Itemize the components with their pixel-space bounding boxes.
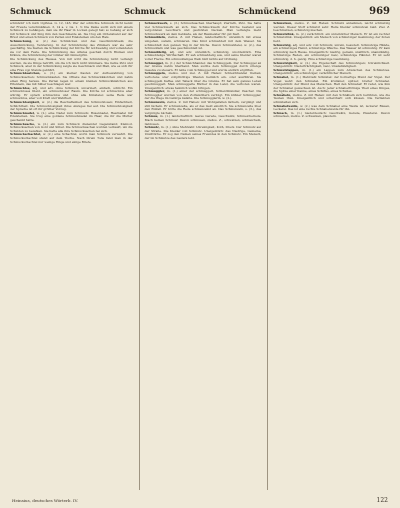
entry-headword: Schmuddeln, bbox=[144, 35, 166, 40]
page-footer bbox=[12, 497, 388, 504]
entry-text: w. (2.) was dem Schnabel eine Weide ist, leckerer Bissen, Leckerei. Das ist eine rechte Schnabelweide für ihn. bbox=[273, 103, 390, 112]
column-left bbox=[10, 22, 133, 490]
entry-text: m. (1.) Mehrzahl Schnäbel: der hornartige Mund der Vögel. Der Vogel wetzt den Schnabel. Ein krummer, spitzer, breiter Schnabel. Uneigentlich: der Mund des Menschen. Halt den Schnabel! Er redet, wie ihm der Schnabel gewachsen ist. Auch: jeder schnabelförmige Theil eines Dinges, die Spitze einer Kanne, eines Schiffes, eines Schuhes. bbox=[273, 74, 390, 94]
dictionary-entry bbox=[10, 87, 133, 101]
entry-text: m. (1.) einer der schmuggelt, Schleichhändler, Pascher. Die Schmuggler wurden von den Zollwächtern verfolgt. Ein kühner Schmuggler, der die Wege im Gebirge kannte. Die Schmugglerin, w. (2.). bbox=[144, 89, 262, 101]
header-center-catchword: Schmuck bbox=[124, 6, 166, 16]
entry-headword: Schmuckschachtel, bbox=[10, 132, 42, 137]
entry-text: adj. und adv. voll Schmutz, unrein, besudelt. Schmutzige Hände, ein schmutziges Hemd, schmutzige Wäsche. Das Wasser ist schmutzig. Er kam schmutzig nach Hause. Uneigentlich: niedrig, gemein, unsittlich, unanständig. Schmutzige Reden, ein schmutziger Geiz, schmutzige Händel. Er ist sehr schmutzig, d. h. geizig. Eine schmutzige Gesinnung. bbox=[273, 42, 390, 61]
column-middle bbox=[139, 22, 262, 490]
entry-text: m. (1.) niederdeutsch: Geschwätz, Gerede, Plauderei. Davon schnacken, ziellos. Z. schwatzen, plaudern. bbox=[273, 110, 390, 119]
dictionary-entry bbox=[10, 58, 133, 72]
entry-text: ziellos. Z. mit Haben: mit Wohlgefallen lächeln, vergnügt und still lächeln. Er schmunzelte, als er das Geld einstrich. Sie schmunzelte über den Einfall. Er hörte die Rede schmunzelnd an. Das Schmunzeln, s. (3.), das vergnügte Lächeln. bbox=[144, 100, 262, 115]
dictionary-entry bbox=[10, 40, 133, 58]
entry-text: adj. und adv. unreinlich, schmutzig, unordentlich. Eine schmuddelige Wirthschaft. Er sah schmuddelig aus, und seine Kleider waren voller Flecke. Ein schmuddeliges Weib hält nichts auf Ordnung. bbox=[144, 49, 262, 61]
dictionary-entry bbox=[273, 76, 390, 94]
entry-text: w. (2.) eine Nadel zum Schmuck; Busennadel, Haarnadel mit Edelsteinen. Sie trug eine goldene Schmucknadel im Haar, die ihr die Mutter geschenkt hatte. bbox=[10, 110, 133, 123]
entry-headword: Schmus, bbox=[144, 114, 159, 119]
column-right bbox=[267, 22, 390, 490]
entry-headword: Schmucksache, bbox=[10, 121, 36, 126]
entry-headword: Schnabel, bbox=[273, 74, 290, 79]
entry-headword: Schmucknadel, bbox=[10, 110, 35, 115]
entry-headword: Schmucklos, bbox=[10, 85, 31, 90]
entry-text: w. (2.) eine Schachtel, worin man Schmuck verwahrt. Die Schmuckschachtel stand auf dem Tische. Nach ihrem Tode fand man in der Schmuckschachtel nur wenige Ringe und einige Briefe. bbox=[10, 132, 133, 144]
entry-text: ziellos. und ziel. Z. mit Haben: Schleichhandel treiben; verbotene oder zollpflichtige Waaren heimlich ein- oder ausführen. Sie schmuggeln Kaffee und Taback über die Grenze. Er hat sein ganzes Leben geschmuggelt. Man schmuggelte Bücher in das Land, die verboten waren. Uneigentlich: etwas heimlich wohin bringen. bbox=[144, 71, 262, 90]
dictionary-entry bbox=[145, 126, 262, 140]
entry-text: m. (2.) verächtlich: ein unreinlicher Mensch. Er ist ein rechter Schmutzfink. Uneigentlich: ein Mensch von schmutziger Gesinnung, der Zoten liebt. bbox=[273, 31, 390, 43]
entry-text: m. (1.) landschaftlich: leeres Gerede, Geschwätz, Schmeichelrede. Mach keinen Schmus! Davon schmusen, ziellos. Z., schwatzen, schmeicheln, liebkosen. bbox=[144, 114, 262, 126]
entry-text: Die Schmückung des Hauses. Von mir wird die Schmückung nicht verlangt werden, da sie Dinge betrifft, um die ich mich nicht kümmere. Sie liebte Putz und Schmuck, aber in der Schmückung zeigte sie Geschmack und Maß, wie es sich für eine Frau von Stande gebührt. bbox=[10, 56, 133, 72]
entry-text: ziellos. Z. mit Haben: mit den Schnäbeln sich berühren, wie die Tauben thun. Uneigentlich und scherzhaft: sich küssen. Die Verliebten schnäbelten sich. bbox=[273, 92, 390, 105]
entry-headword: Schmuggel, bbox=[144, 60, 164, 65]
dictionary-entry bbox=[145, 22, 262, 36]
entry-text: m. (1.) ohne Mehrzahl: Unreinigkeit, Koth, Dreck. Der Schmutz auf der Straße. Die Kleider voll Schmutz. Uneigentlich: das Niedrige, Gemeine, Unsittliche. Er zog den Namen seines Freundes in den Schmutz. Ein Mensch, der im Schmutze des Lasters lebt. bbox=[144, 125, 262, 140]
text-columns bbox=[10, 22, 390, 490]
footer-source: Heinsius, deutsches Wörterb. IV. bbox=[12, 498, 79, 503]
entry-headword: Schmuckwerk, bbox=[144, 22, 169, 25]
entry-headword: Schmuddelig, bbox=[144, 49, 167, 54]
entry-headword: Schmuckkästchen, bbox=[10, 71, 41, 76]
entry-headword: Schmuckung, bbox=[10, 38, 33, 43]
entry-text: s. (3.) ein kleiner Kasten zur Aufbewahrung von Schmucksachen; Schmuckkasten. Sie öffnete das Schmuckkästchen und nahm einen Ring heraus. Die Perlen lagen in einem kleinen Schmuckkästchen aus Elfenbein, das mit Silber beschlagen war. bbox=[10, 71, 133, 87]
entry-text: s. (3.) Schmucksachen überhaupt; Zierrath, Putz. Sie hatte viel Schmuckwerk an sich. Das Schmuckwerk der Kirche bestand aus vergoldeten Leuchtern und gestickten Decken. Man verlangte mehr Schmuckwerk an dem Gebäude, als der Baumeister für gut hielt. bbox=[144, 22, 262, 36]
entry-text: ziellos. Z. mit Haben: Schmutz annehmen, leicht schmutzig werden. Dieser Stoff schmutzt sehr. Helle Kleider schmutzen bald. Ziel. Z. beschmutzen, schmutzig machen. bbox=[273, 22, 390, 33]
entry-headword: Schmutzfink, bbox=[273, 31, 295, 36]
dictionary-entry bbox=[145, 72, 262, 90]
dictionary-entry bbox=[273, 44, 390, 62]
entry-headword: Schmutzlappen, bbox=[273, 67, 300, 72]
entry-text: m. (1.) ein Lappen zum Abwischen des Schmutzes. Uneigentlich: ein schmutziger, verächtlicher Mensch. bbox=[273, 67, 390, 76]
header-right-catchword: Schmückend bbox=[238, 6, 297, 16]
entry-text: w. (2.) ein zum Schmuck dienender Gegenstand; Kleinod. Schmucksachen von Gold und Silber. Die Schmucksachen wurden verkauft, um die Schulden zu bezahlen. Sie hatte alle ihre Schmucksachen bei sich. bbox=[10, 121, 133, 133]
entry-headword: Schmutzig, bbox=[273, 42, 292, 47]
entry-text: w. (2.) die Beschaffenheit des Schmucklosen; Einfachheit, Schlichtheit. Die Schmucklosigkeit ihres Anzuges fiel auf. Die Schmucklosigkeit der Sprache ist oft ihr größter Vorzug. bbox=[10, 100, 133, 112]
dictionary-entry bbox=[10, 72, 133, 86]
dictionary-entry bbox=[145, 101, 262, 115]
entry-headword: Schnabelweide, bbox=[273, 103, 299, 108]
entry-text: w. (2.) die Eigenschaft des Schmutzigen; Unreinlichkeit. Uneigentlich: Niederträchtigkeit, Geiz, Unanständigkeit. bbox=[273, 60, 390, 69]
dictionary-entry bbox=[10, 133, 133, 144]
entry-headword: Schmutzen, bbox=[273, 22, 293, 25]
entry-headword: Schmuggler, bbox=[144, 89, 166, 94]
entry-headword: Schnäbeln, bbox=[273, 92, 292, 97]
entry-text: ziellos. Z. mit Haben, landschaftlich: unreinlich mit etwas umgehen, sudeln, schmieren. Das Kind schmuddelt mit dem Wasser. Sie schmuddelt den ganzen Tag in der Küche. Davon Schmuddelei, w. (2.), das Schmuddeln und was geschmuddelt ist. bbox=[144, 35, 262, 51]
signature-mark: 122 bbox=[376, 497, 388, 504]
entry-headword: Schnack, bbox=[273, 110, 289, 115]
entry-headword: Schmucklosigkeit, bbox=[10, 100, 40, 105]
page-number: 969 bbox=[369, 6, 390, 17]
entry-headword: Schmunzeln, bbox=[144, 100, 166, 105]
entry-text: adj. und adv. ohne Schmuck, unverziert, einfach, schlicht. Ein schmuckloses Kleid, ein schmuckloser Raum. Die Kirche ist schmucklos aber würdig. Er sprach schmucklos und ohne alle Künstelei; seine Rede war schmucklos, aber voll Kraft und Wahrheit. bbox=[10, 85, 133, 101]
entry-headword: Schmuggeln, bbox=[144, 71, 166, 76]
page-header bbox=[10, 6, 390, 21]
dictionary-entry bbox=[273, 112, 390, 119]
entry-text: w. (2.) das Schmücken und das Geschmücktsein; die Ausschmückung, Verzierung. In der Schmückung des Zimmers war sie sehr geschäftig. Sie hielten die Schmückung der Kirche für nothwendig und vollendeten sie vor dem Feste. Die Schmückung des Altares geschah durch Blumen und Kränze, die Schmückung der Gräber mit Immergrün. bbox=[10, 38, 133, 58]
header-left-catchword: Schmuck bbox=[10, 6, 52, 16]
entry-headword: Schmutz, bbox=[144, 125, 160, 130]
dictionary-entry bbox=[145, 36, 262, 50]
entry-headword: Schmutzigkeit, bbox=[273, 60, 298, 65]
entry-text: m. (1.) der Schleichhandel; das Schmuggeln. Der Schmuggel an der Grenze nahm überhand. Man suchte dem Schmuggel durch strenge Gesetze zu steuern. Er lebte vom Schmuggel und wurde endlich ergriffen. bbox=[144, 60, 262, 72]
entry-text: schmückt' ich mich Ogilvies. G. 12, 145; Wer der schlichte Schmuck nicht kennt der Freude verschmähnen. 3, 14 a. v. Gs. 1. 3; Die Dame sucht sich mit einem Schmuck zu behängen, dem sie ihr Haar in Locken gelegt hat; so behang er sich mit Schmuck und hing ihm den Geschmeide an. Sie trug ein Ordensband auf der Brust und einen Schmuck von Perlen und Edelsteinen um den Hals. bbox=[10, 22, 133, 40]
dictionary-entry bbox=[10, 22, 133, 40]
